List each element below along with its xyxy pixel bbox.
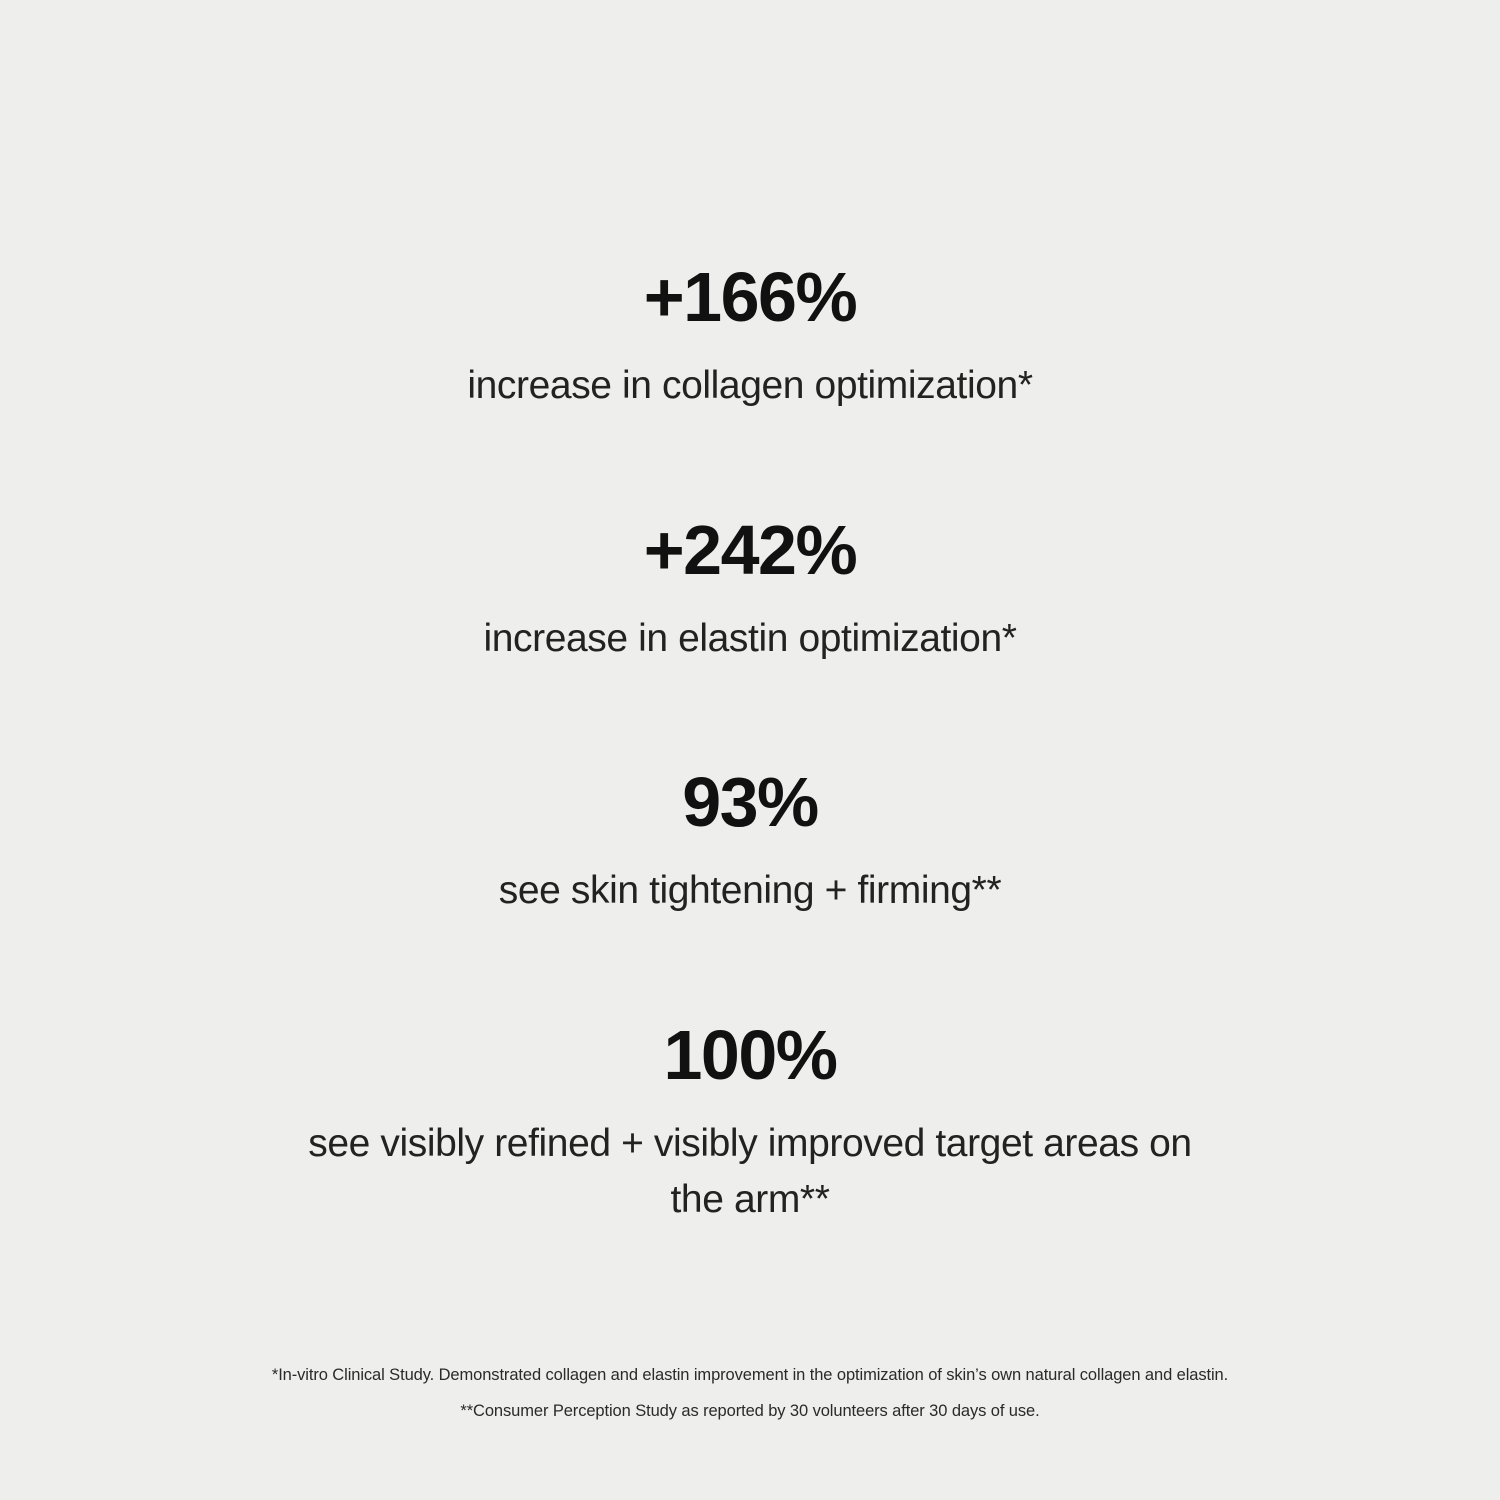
- footnotes: [0, 1365, 1500, 1422]
- stat-label: see visibly refined + visibly improved target areas on the arm**: [308, 1121, 1192, 1222]
- stat-item-elastin: [0, 510, 1500, 668]
- stat-value: +166%: [643, 258, 857, 336]
- footnote-in-vitro-study: *In-vitro Clinical Study. Demonstrated collagen and elastin improvement in the optimization of skin’s own natural collagen and elastin.: [271, 1366, 1229, 1385]
- stat-value: 93%: [682, 763, 818, 842]
- stat-label: see skin tightening + firming**: [498, 869, 1002, 913]
- footnote-consumer-study: **Consumer Perception Study as reported by 30 volunteers after 30 days of use.: [460, 1401, 1040, 1420]
- stat-item-collagen: [0, 258, 1500, 415]
- stat-value: +242%: [643, 510, 857, 589]
- stats-list: [0, 258, 1500, 1229]
- stat-label: increase in elastin optimization*: [483, 616, 1017, 660]
- stat-value: 100%: [663, 1015, 837, 1094]
- stat-label: increase in collagen optimization*: [467, 364, 1033, 407]
- stat-item-tightening: [0, 763, 1500, 920]
- stat-item-refined-arms: [0, 1015, 1500, 1229]
